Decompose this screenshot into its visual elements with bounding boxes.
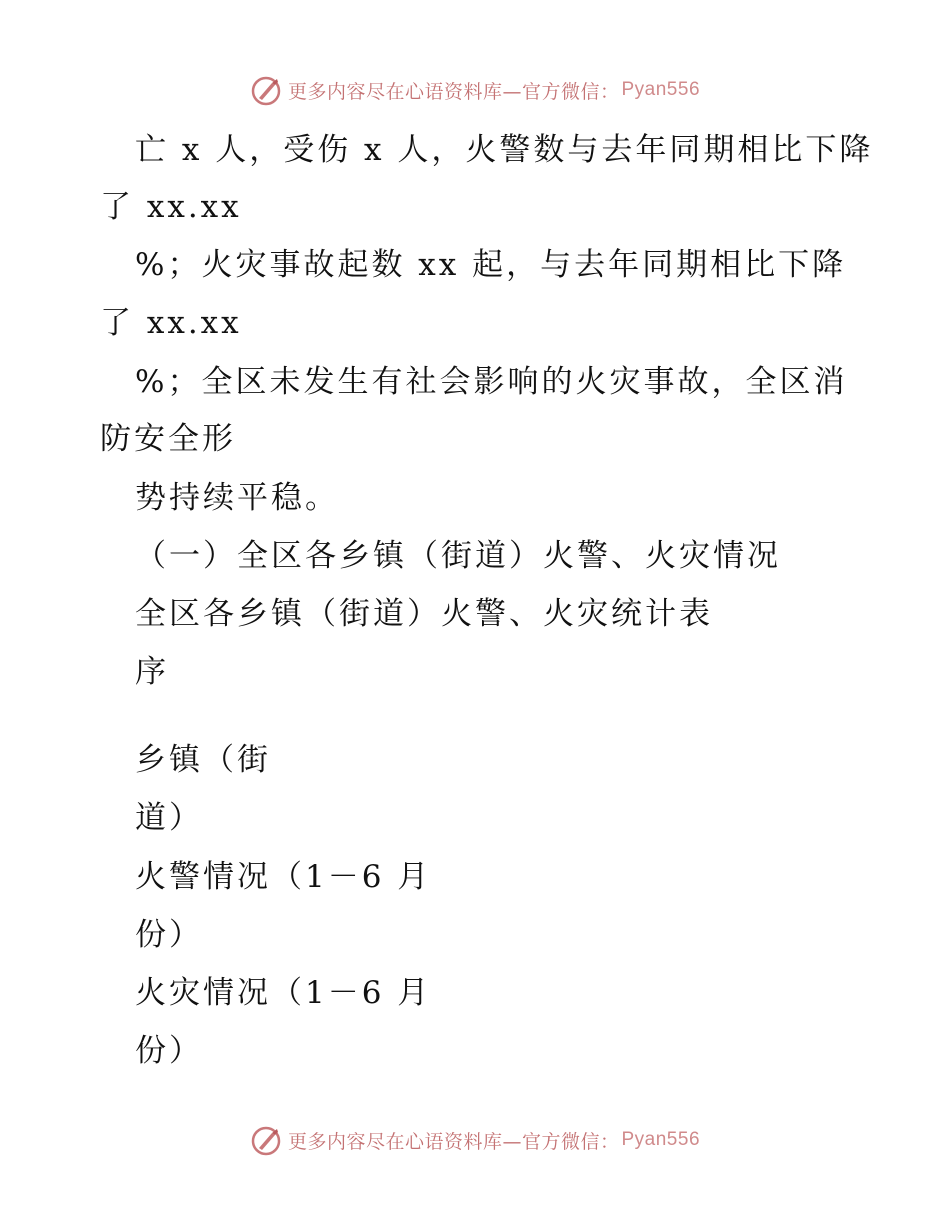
watermark-text: 更多内容尽在心语资料库—官方微信： — [287, 80, 620, 103]
section-heading: （一）全区各乡镇（街道）火警、火灾情况 — [135, 538, 781, 574]
text-line: %；全区未发生有社会影响的火灾事故，全区消 — [135, 364, 848, 400]
table-title: 全区各乡镇（街道）火警、火灾统计表 — [135, 596, 713, 632]
text-line: 了 xx.xx — [100, 305, 242, 341]
footer-watermark — [0, 1120, 950, 1160]
text-line: 势持续平稳。 — [135, 480, 339, 516]
table-header-cell: 火灾情况（1－6 月 — [135, 975, 432, 1011]
quill-logo-icon — [250, 74, 282, 106]
watermark-text: 更多内容尽在心语资料库—官方微信： — [287, 1130, 620, 1153]
table-header-cell: 乡镇（街 — [135, 742, 271, 778]
watermark-id: Pyan556 — [621, 1129, 701, 1150]
watermark-id: Pyan556 — [621, 79, 701, 100]
table-header-cell: 份） — [135, 1033, 203, 1069]
text-line: 亡 x 人，受伤 x 人，火警数与去年同期相比下降 — [135, 132, 874, 168]
text-line: %；火灾事故起数 xx 起，与去年同期相比下降 — [135, 247, 847, 283]
table-header-cell: 份） — [135, 917, 203, 953]
text-line: 防安全形 — [100, 421, 236, 457]
table-header-cell: 火警情况（1－6 月 — [135, 859, 432, 895]
quill-logo-icon — [250, 1124, 282, 1156]
table-header-cell: 道） — [135, 800, 203, 836]
header-watermark — [0, 70, 950, 110]
table-header-cell: 序 — [135, 654, 169, 690]
text-line: 了 xx.xx — [100, 189, 242, 225]
